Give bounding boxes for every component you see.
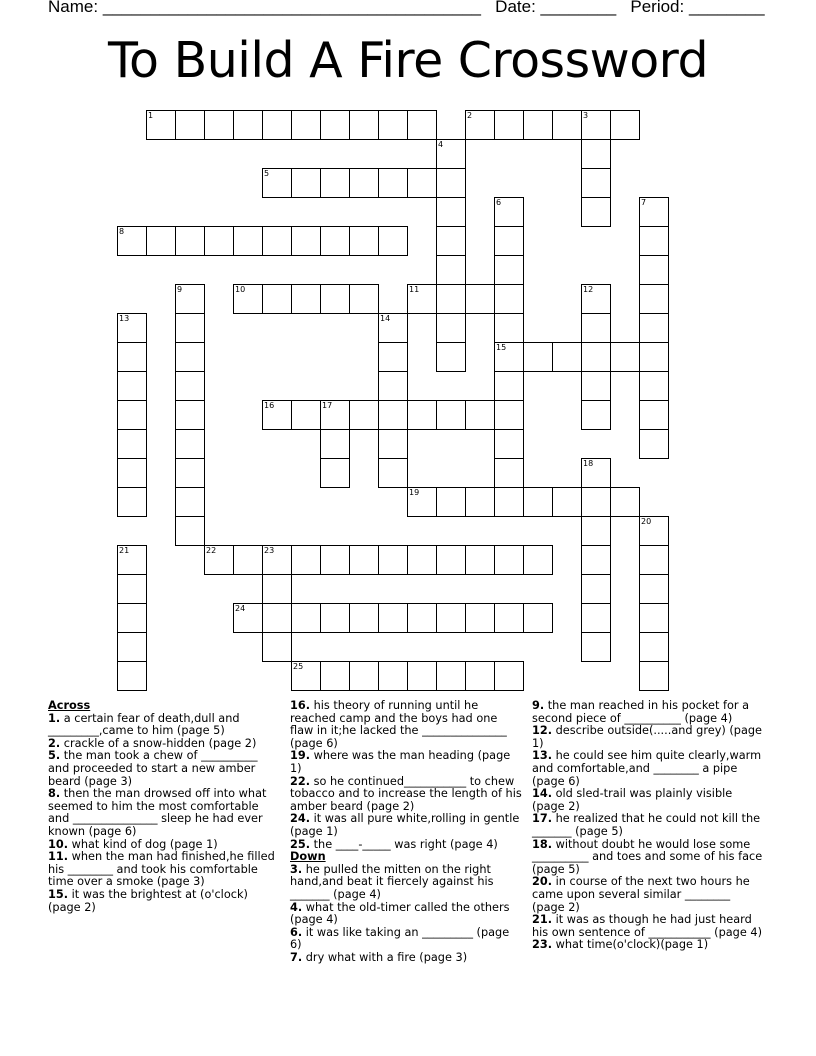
clue-number: 7	[641, 198, 647, 207]
grid-cell[interactable]	[639, 197, 669, 227]
grid-cell[interactable]	[639, 255, 669, 285]
clue-number-label: 11.	[48, 850, 69, 864]
grid-cell[interactable]	[175, 342, 205, 372]
grid-cell[interactable]	[262, 110, 292, 140]
grid-cell[interactable]	[378, 545, 408, 575]
grid-cell[interactable]	[320, 429, 350, 459]
clue-number: 20	[641, 517, 652, 526]
grid-cell[interactable]	[436, 139, 466, 169]
grid-cell[interactable]	[494, 458, 524, 488]
grid-cell[interactable]	[320, 545, 350, 575]
clue-number: 1	[148, 111, 154, 120]
clue-item	[532, 839, 764, 877]
grid-cell[interactable]	[494, 342, 524, 372]
grid-cell[interactable]	[639, 429, 669, 459]
clue-number-label: 15.	[48, 887, 69, 901]
grid-cell[interactable]	[378, 342, 408, 372]
grid-cell[interactable]	[349, 226, 379, 256]
grid-cell[interactable]	[494, 226, 524, 256]
grid-cell[interactable]	[117, 400, 147, 430]
clue-number-label: 9.	[532, 699, 545, 712]
grid-cell[interactable]	[552, 110, 582, 140]
clue-text: he could see him quite clearly,warm and comfortable,and ________ a pipe (page 6)	[532, 749, 762, 788]
clue-text: in course of the next two hours he came upon several similar ________ (page 2)	[532, 875, 750, 914]
clue-item	[48, 889, 280, 914]
grid-cell[interactable]	[436, 226, 466, 256]
clue-item	[532, 876, 764, 914]
grid-cell[interactable]	[523, 603, 553, 633]
clue-number: 6	[496, 198, 502, 207]
grid-cell[interactable]	[349, 168, 379, 198]
clue-number-label: 4.	[290, 900, 303, 914]
grid-cell[interactable]	[378, 661, 408, 691]
clue-number: 3	[583, 111, 589, 120]
clue-item	[290, 776, 522, 814]
clue-item	[48, 788, 280, 838]
grid-cell[interactable]	[610, 110, 640, 140]
clue-text: it was all pure white,rolling in gentle (page 1)	[290, 812, 520, 838]
grid-cell[interactable]	[581, 516, 611, 546]
grid-cell[interactable]	[465, 487, 495, 517]
clue-text: dry what with a fire (page 3)	[302, 950, 468, 964]
grid-cell[interactable]	[378, 603, 408, 633]
grid-cell[interactable]	[233, 226, 263, 256]
grid-cell[interactable]	[436, 313, 466, 343]
grid-cell[interactable]	[494, 400, 524, 430]
clue-item	[290, 927, 522, 952]
grid-cell[interactable]	[581, 313, 611, 343]
grid-cell[interactable]	[204, 226, 234, 256]
grid-cell[interactable]	[639, 661, 669, 691]
across-clue-list	[48, 713, 280, 915]
clue-text: so he continued___________ to chew tobacco and to increase the length of his amber beard (page 2)	[290, 774, 522, 813]
date-label: Date:	[495, 0, 536, 16]
grid-cell[interactable]	[175, 400, 205, 430]
grid-cell[interactable]	[552, 342, 582, 372]
grid-cell[interactable]	[117, 226, 147, 256]
period-label: Period:	[630, 0, 685, 16]
grid-cell[interactable]	[378, 168, 408, 198]
grid-cell[interactable]	[494, 110, 524, 140]
grid-cell[interactable]	[204, 545, 234, 575]
clue-number: 4	[438, 140, 444, 149]
clue-text: old sled-trail was plainly visible (page 2)	[532, 787, 733, 813]
clue-text: the man reached in his pocket for a second piece of __________ (page 4)	[532, 699, 750, 725]
clue-text: the man took a chew of __________ and proceeded to start a new amber beard (page 3)	[48, 749, 258, 788]
grid-cell[interactable]	[378, 371, 408, 401]
grid-cell[interactable]	[581, 342, 611, 372]
grid-cell[interactable]	[378, 458, 408, 488]
grid-cell[interactable]	[523, 487, 553, 517]
grid-cell[interactable]	[117, 313, 147, 343]
clue-number: 9	[177, 285, 183, 294]
clue-number-label: 13.	[532, 749, 553, 763]
grid-cell[interactable]	[291, 110, 321, 140]
grid-cell[interactable]	[581, 168, 611, 198]
grid-cell[interactable]	[349, 110, 379, 140]
clue-item	[532, 750, 764, 788]
clue-text: what kind of dog (page 1)	[68, 837, 218, 851]
grid-cell[interactable]	[581, 458, 611, 488]
clue-text: describe outside(.....and grey) (page 1)	[532, 724, 762, 750]
grid-cell[interactable]	[523, 110, 553, 140]
clue-item	[290, 864, 522, 902]
clue-item	[290, 750, 522, 775]
clue-number-label: 5.	[48, 749, 61, 763]
clue-item	[48, 713, 280, 738]
clue-text: then the man drowsed off into what seemed to him the most comfortable and _______________ sleep he had ever known (page 6)	[48, 787, 267, 838]
clue-text: it was the brightest at (o'clock) (page 2)	[48, 887, 248, 914]
grid-cell[interactable]	[175, 226, 205, 256]
grid-cell[interactable]	[581, 545, 611, 575]
grid-cell[interactable]	[320, 458, 350, 488]
grid-cell[interactable]	[639, 545, 669, 575]
grid-cell[interactable]	[117, 458, 147, 488]
clue-number-label: 23.	[532, 938, 553, 952]
grid-cell[interactable]	[407, 545, 437, 575]
clue-number: 15	[496, 343, 507, 352]
grid-cell[interactable]	[436, 661, 466, 691]
grid-cell[interactable]	[320, 168, 350, 198]
grid-cell[interactable]	[262, 632, 292, 662]
grid-cell[interactable]	[117, 342, 147, 372]
grid-cell[interactable]	[436, 255, 466, 285]
grid-cell[interactable]	[407, 400, 437, 430]
clue-number-label: 16.	[290, 699, 311, 712]
clue-text: when the man had finished,he filled his ________ and took his comfortable time over a smoke (page 3)	[48, 850, 275, 889]
clue-number-label: 1.	[48, 711, 61, 725]
clue-number-label: 20.	[532, 875, 553, 889]
grid-cell[interactable]	[407, 603, 437, 633]
clue-number: 17	[322, 401, 333, 410]
clue-text: crackle of a snow-hidden (page 2)	[60, 736, 257, 750]
grid-cell[interactable]	[233, 110, 263, 140]
clue-text: where was the man heading (page 1)	[290, 749, 511, 775]
clue-number: 18	[583, 459, 594, 468]
clue-text: his theory of running until he reached camp and the boys had one flaw in it;he lacked the _______________ (page 6)	[290, 699, 507, 750]
grid-cell[interactable]	[581, 603, 611, 633]
grid-cell[interactable]	[291, 226, 321, 256]
clue-item	[290, 952, 522, 965]
grid-cell[interactable]	[291, 284, 321, 314]
clue-text: a certain fear of death,dull and _________,came to him (page 5)	[48, 711, 240, 738]
date-blank[interactable]: ________	[540, 0, 617, 16]
grid-cell[interactable]	[262, 545, 292, 575]
grid-cell[interactable]	[291, 168, 321, 198]
grid-cell[interactable]	[117, 603, 147, 633]
grid-cell[interactable]	[552, 487, 582, 517]
clue-number: 23	[264, 546, 275, 555]
clue-number-label: 17.	[532, 812, 553, 826]
clue-item	[532, 725, 764, 750]
grid-cell[interactable]	[639, 516, 669, 546]
grid-cell[interactable]	[465, 661, 495, 691]
clue-number: 8	[119, 227, 125, 236]
grid-cell[interactable]	[175, 284, 205, 314]
clue-number: 16	[264, 401, 275, 410]
clue-number: 12	[583, 285, 594, 294]
grid-cell[interactable]	[436, 284, 466, 314]
clue-number: 5	[264, 169, 270, 178]
grid-cell[interactable]	[175, 110, 205, 140]
grid-cell[interactable]	[436, 603, 466, 633]
grid-cell[interactable]	[639, 371, 669, 401]
clue-text: he realized that he could not kill the _______ (page 5)	[532, 812, 761, 838]
grid-cell[interactable]	[436, 545, 466, 575]
grid-cell[interactable]	[581, 110, 611, 140]
grid-cell[interactable]	[378, 226, 408, 256]
grid-cell[interactable]	[581, 371, 611, 401]
down-heading: Down	[290, 850, 326, 864]
grid-cell[interactable]	[349, 545, 379, 575]
grid-cell[interactable]	[262, 226, 292, 256]
clue-item	[48, 750, 280, 788]
grid-cell[interactable]	[610, 487, 640, 517]
grid-cell[interactable]	[436, 342, 466, 372]
grid-cell[interactable]	[494, 284, 524, 314]
grid-cell[interactable]	[291, 545, 321, 575]
grid-cell[interactable]	[639, 342, 669, 372]
clue-number-label: 3.	[290, 862, 303, 876]
grid-cell[interactable]	[349, 400, 379, 430]
grid-cell[interactable]	[494, 545, 524, 575]
clue-number: 14	[380, 314, 391, 323]
clue-number: 22	[206, 546, 217, 555]
grid-cell[interactable]	[291, 603, 321, 633]
clue-number: 10	[235, 285, 246, 294]
grid-cell[interactable]	[523, 342, 553, 372]
clue-number: 13	[119, 314, 130, 323]
grid-cell[interactable]	[639, 226, 669, 256]
clue-text: what time(o'clock)(page 1)	[552, 938, 709, 952]
grid-cell[interactable]	[262, 400, 292, 430]
grid-cell[interactable]	[233, 284, 263, 314]
grid-cell[interactable]	[639, 400, 669, 430]
grid-cell[interactable]	[639, 632, 669, 662]
grid-cell[interactable]	[320, 603, 350, 633]
clue-text: it was like taking an _________ (page 6)	[290, 925, 510, 952]
across-clue-list-continued	[290, 700, 522, 851]
grid-cell[interactable]	[117, 632, 147, 662]
grid-cell[interactable]	[581, 139, 611, 169]
grid-cell[interactable]	[320, 110, 350, 140]
grid-cell[interactable]	[494, 255, 524, 285]
grid-cell[interactable]	[407, 110, 437, 140]
clue-item	[532, 939, 764, 952]
clue-number-label: 6.	[290, 925, 303, 939]
clue-number-label: 10.	[48, 837, 69, 851]
grid-cell[interactable]	[581, 574, 611, 604]
grid-cell[interactable]	[581, 487, 611, 517]
grid-cell[interactable]	[494, 487, 524, 517]
grid-cell[interactable]	[494, 371, 524, 401]
grid-cell[interactable]	[494, 429, 524, 459]
grid-cell[interactable]	[436, 400, 466, 430]
grid-cell[interactable]	[581, 632, 611, 662]
clue-item	[290, 700, 522, 750]
grid-cell[interactable]	[233, 603, 263, 633]
grid-cell[interactable]	[407, 284, 437, 314]
clue-number-label: 18.	[532, 837, 553, 851]
grid-cell[interactable]	[175, 313, 205, 343]
grid-cell[interactable]	[146, 110, 176, 140]
grid-cell[interactable]	[378, 313, 408, 343]
clue-number-label: 8.	[48, 787, 61, 801]
grid-cell[interactable]	[639, 603, 669, 633]
clue-number-label: 19.	[290, 749, 311, 763]
grid-cell[interactable]	[494, 661, 524, 691]
grid-cell[interactable]	[407, 487, 437, 517]
grid-cell[interactable]	[494, 313, 524, 343]
clue-item	[532, 700, 764, 725]
grid-cell[interactable]	[262, 168, 292, 198]
clue-text: he pulled the mitten on the right hand,and beat it fiercely against his _______ (page 4)	[290, 862, 494, 901]
clue-number-label: 7.	[290, 950, 303, 964]
page-title: To Build A Fire Crossword	[107, 32, 709, 89]
grid-cell[interactable]	[175, 458, 205, 488]
grid-cell[interactable]	[465, 545, 495, 575]
grid-cell[interactable]	[320, 284, 350, 314]
clue-item	[532, 813, 764, 838]
clue-number-label: 22.	[290, 774, 311, 788]
clue-text: what the old-timer called the others (page 4)	[290, 900, 510, 927]
grid-cell[interactable]	[320, 661, 350, 691]
grid-cell[interactable]	[436, 487, 466, 517]
grid-cell[interactable]	[523, 545, 553, 575]
across-heading: Across	[48, 699, 91, 712]
grid-cell[interactable]	[407, 168, 437, 198]
grid-cell[interactable]	[378, 400, 408, 430]
grid-cell[interactable]	[175, 429, 205, 459]
grid-cell[interactable]	[349, 603, 379, 633]
grid-cell[interactable]	[407, 661, 437, 691]
grid-cell[interactable]	[465, 603, 495, 633]
clue-number: 19	[409, 488, 420, 497]
down-clue-list	[290, 864, 522, 965]
clue-number: 11	[409, 285, 420, 294]
clue-item	[290, 902, 522, 927]
grid-cell[interactable]	[262, 284, 292, 314]
clue-number-label: 14.	[532, 787, 553, 801]
grid-cell[interactable]	[117, 487, 147, 517]
grid-cell[interactable]	[117, 661, 147, 691]
grid-cell[interactable]	[436, 197, 466, 227]
grid-cell[interactable]	[378, 429, 408, 459]
clue-item	[290, 813, 522, 838]
grid-cell[interactable]	[465, 400, 495, 430]
grid-cell[interactable]	[320, 400, 350, 430]
clue-item	[48, 851, 280, 889]
grid-cell[interactable]	[117, 545, 147, 575]
grid-cell[interactable]	[639, 574, 669, 604]
grid-cell[interactable]	[117, 371, 147, 401]
clue-number-label: 24.	[290, 812, 311, 826]
grid-cell[interactable]	[175, 371, 205, 401]
grid-cell[interactable]	[639, 313, 669, 343]
grid-cell[interactable]	[465, 110, 495, 140]
grid-cell[interactable]	[291, 661, 321, 691]
clue-text: the ____-_____ was right (page 4)	[310, 837, 498, 851]
clue-number-label: 2.	[48, 736, 61, 750]
clue-number-label: 25.	[290, 837, 311, 851]
clues-column-right	[532, 700, 764, 952]
clue-number-label: 21.	[532, 913, 553, 927]
grid-cell[interactable]	[494, 603, 524, 633]
clues-column-left	[48, 700, 280, 914]
grid-cell[interactable]	[291, 400, 321, 430]
grid-cell[interactable]	[610, 342, 640, 372]
clue-number: 2	[467, 111, 473, 120]
grid-cell[interactable]	[581, 284, 611, 314]
clues-column-middle	[290, 700, 522, 964]
grid-cell[interactable]	[378, 110, 408, 140]
clue-text: it was as though he had just heard his own sentence of ___________ (page 4)	[532, 913, 762, 939]
grid-cell[interactable]	[494, 197, 524, 227]
grid-cell[interactable]	[117, 429, 147, 459]
grid-cell[interactable]	[175, 487, 205, 517]
clue-number: 25	[293, 662, 304, 671]
grid-cell[interactable]	[117, 574, 147, 604]
grid-cell[interactable]	[320, 226, 350, 256]
grid-cell[interactable]	[233, 545, 263, 575]
period-blank[interactable]: ________	[688, 0, 765, 16]
grid-cell[interactable]	[465, 284, 495, 314]
name-label: Name:	[48, 0, 99, 16]
grid-cell[interactable]	[581, 400, 611, 430]
name-blank[interactable]: ________________________________________	[102, 0, 481, 16]
grid-cell[interactable]	[581, 197, 611, 227]
grid-cell[interactable]	[204, 110, 234, 140]
clue-item	[532, 788, 764, 813]
grid-cell[interactable]	[436, 168, 466, 198]
clue-item	[532, 914, 764, 939]
grid-cell[interactable]	[146, 226, 176, 256]
clue-text: without doubt he would lose some __________ and toes and some of his face (page 5)	[532, 837, 763, 876]
grid-cell[interactable]	[175, 516, 205, 546]
grid-cell[interactable]	[639, 284, 669, 314]
down-clue-list-continued	[532, 700, 764, 952]
grid-cell[interactable]	[262, 574, 292, 604]
clue-number: 24	[235, 604, 246, 613]
grid-cell[interactable]	[349, 661, 379, 691]
clue-number: 21	[119, 546, 130, 555]
grid-cell[interactable]	[349, 284, 379, 314]
clue-number-label: 12.	[532, 724, 553, 738]
grid-cell[interactable]	[262, 603, 292, 633]
